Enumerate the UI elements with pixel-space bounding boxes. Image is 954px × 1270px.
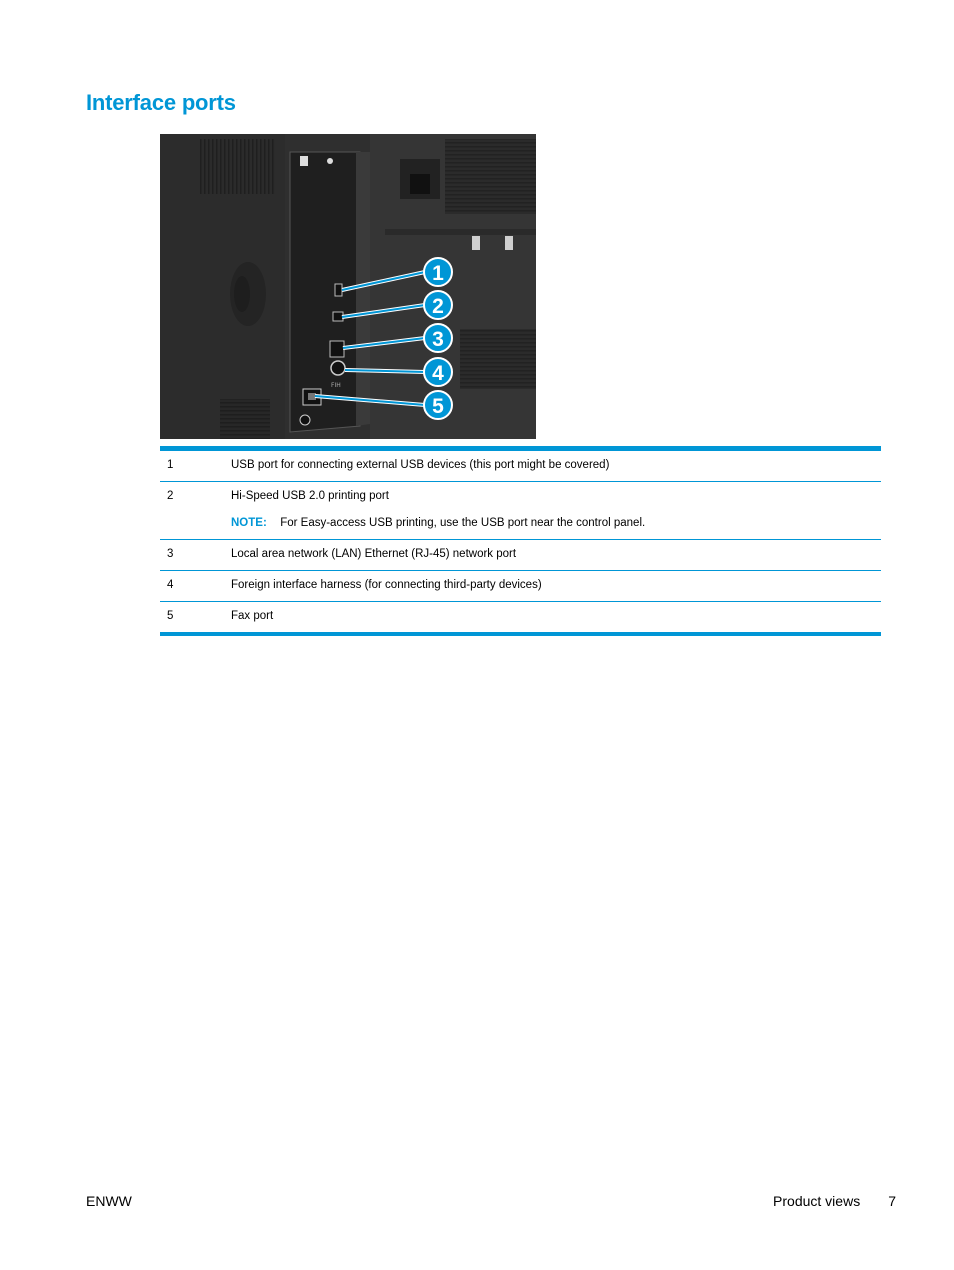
row-number: 5: [167, 610, 174, 622]
callout-2-label: 2: [432, 295, 444, 318]
callout-5-label: 5: [432, 395, 444, 418]
printer-ports-illustration: [160, 134, 536, 439]
table-row: [160, 482, 881, 540]
callout-1: [424, 258, 452, 286]
callout-3: [424, 324, 452, 352]
row-description: Local area network (LAN) Ethernet (RJ-45) network port: [231, 548, 517, 560]
row-number: 4: [167, 579, 174, 591]
section-title: Interface ports: [86, 90, 236, 115]
callout-3-label: 3: [432, 328, 444, 351]
table-row: [160, 571, 881, 602]
note-text: For Easy-access USB printing, use the USB port near the control panel.: [280, 517, 646, 529]
row-description: Foreign interface harness (for connecting third-party devices): [231, 579, 542, 591]
row-description: Hi-Speed USB 2.0 printing port: [231, 490, 389, 502]
footer-section-name: Product views: [773, 1193, 861, 1209]
row-description: Fax port: [231, 610, 274, 622]
printer-rear-image: [160, 134, 536, 439]
interface-ports-table: [160, 446, 881, 636]
callout-4: [424, 358, 452, 386]
callout-2: [424, 291, 452, 319]
page-number: 7: [888, 1193, 896, 1209]
row-description: USB port for connecting external USB devices (this port might be covered): [231, 459, 610, 471]
callout-4-label: 4: [432, 362, 444, 385]
row-number: 3: [167, 548, 174, 560]
note: [231, 517, 881, 530]
table-row: [160, 449, 881, 482]
table-row: [160, 540, 881, 571]
callout-1-label: 1: [432, 262, 444, 285]
row-number: 1: [167, 459, 174, 471]
footer-doc-id: ENWW: [86, 1193, 132, 1209]
table-row: [160, 602, 881, 635]
footer-page-info: [773, 1193, 896, 1209]
fih-label: FIH: [331, 382, 341, 389]
row-number: 2: [167, 490, 174, 502]
callout-5: [424, 391, 452, 419]
note-label: NOTE:: [231, 517, 267, 529]
